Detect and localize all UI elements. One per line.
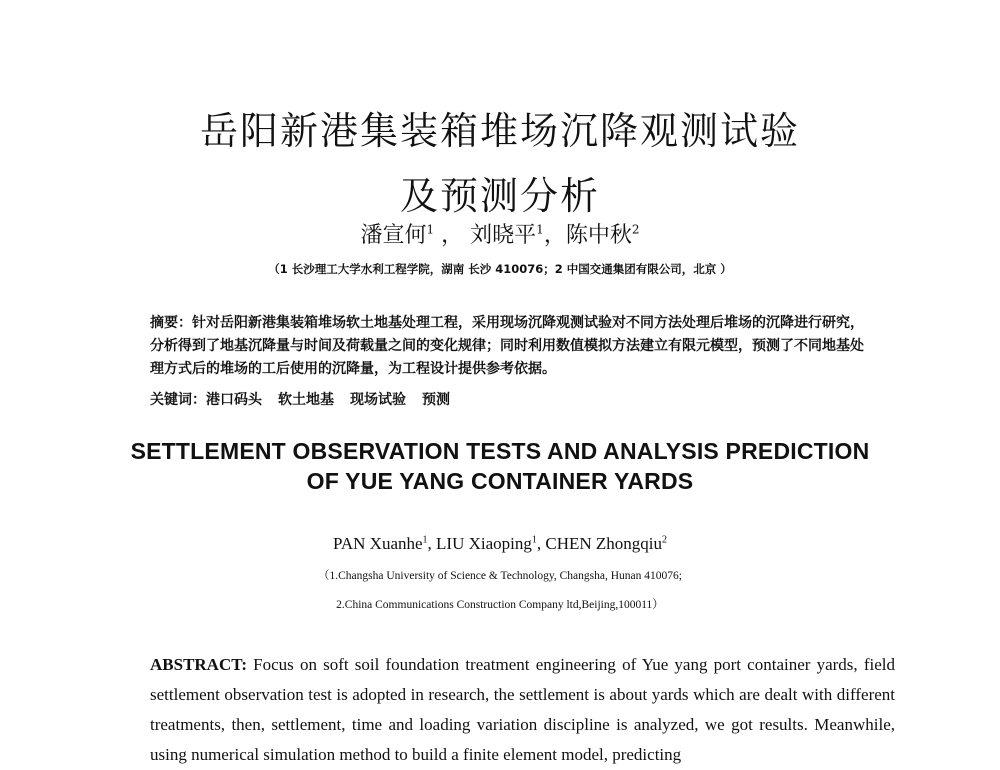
author-affiliation-mark: 1 xyxy=(426,222,435,237)
author-name: PAN Xuanhe xyxy=(332,534,423,553)
abstract-text: Focus on soft soil foundation treatment engineering of Yue yang port container yards, field settlement observation test is adopted in research, the settlement is about yards which are dealt with different treatments, then, settlement, time and loading variation discipline is analyzed, we got results. Meanwhile, using numerical simulation method to build a finite element model, predicting xyxy=(150,655,895,764)
english-affiliation-line-2: 2.China Communications Construction Company ltd,Beijing,100011） xyxy=(336,599,664,611)
author-affiliation-mark: 1 xyxy=(422,534,428,546)
author-affiliation-mark: 2 xyxy=(631,222,640,237)
author-name: 刘晓平 xyxy=(470,223,537,248)
author-affiliation-mark: 1 xyxy=(536,222,544,237)
author-name: 潘宣何 xyxy=(360,223,427,248)
english-affiliation-line-1: （1.Changsha University of Science & Technology, Changsha, Hunan 410076; xyxy=(318,570,682,582)
author-name: , LIU Xiaoping xyxy=(427,534,532,553)
chinese-abstract: 摘要：针对岳阳新港集装箱堆场软土地基处理工程，采用现场沉降观测试验对不同方法处理后堆场的沉降进行研究，分析得到了地基沉降量与时间及荷载量之间的变化规律；同时利用数值模拟方法建立有限元模型，预测了不同地基处理方式后的堆场的工后使用的沉降量，为工程设计提供参考依据。 xyxy=(150,315,864,377)
chinese-keywords xyxy=(150,389,865,409)
english-abstract xyxy=(150,650,895,770)
author-separator: ， xyxy=(434,223,464,248)
author-affiliation-mark: 2 xyxy=(662,534,668,546)
chinese-affiliation: （1 长沙理工大学水利工程学院，湖南 长沙 410076；2 中国交通集团有限公司，北京 ） xyxy=(268,262,732,276)
keyword: 现场试验 xyxy=(350,392,406,408)
chinese-author-list xyxy=(0,218,1000,249)
author-name: 陈中秋 xyxy=(565,223,632,248)
abstract-label: ABSTRACT: xyxy=(150,655,247,674)
english-title-line-1: SETTLEMENT OBSERVATION TESTS AND ANALYSIS PREDICTION xyxy=(130,438,870,464)
keyword: 港口码头 xyxy=(206,392,262,408)
english-title-line-2: OF YUE YANG CONTAINER YARDS xyxy=(306,468,694,494)
author-separator: ， xyxy=(543,223,566,248)
author-name: , CHEN Zhongqiu xyxy=(536,534,663,553)
chinese-title-line-1: 岳阳新港集装箱堆场沉降观测试验 xyxy=(199,109,800,154)
keyword: 软土地基 xyxy=(278,392,334,408)
chinese-title-line-2: 及预测分析 xyxy=(399,174,600,219)
keywords-label: 关键词： xyxy=(150,392,206,408)
author-affiliation-mark: 1 xyxy=(531,534,537,546)
english-author-list xyxy=(0,534,1000,554)
keyword: 预测 xyxy=(422,392,450,408)
